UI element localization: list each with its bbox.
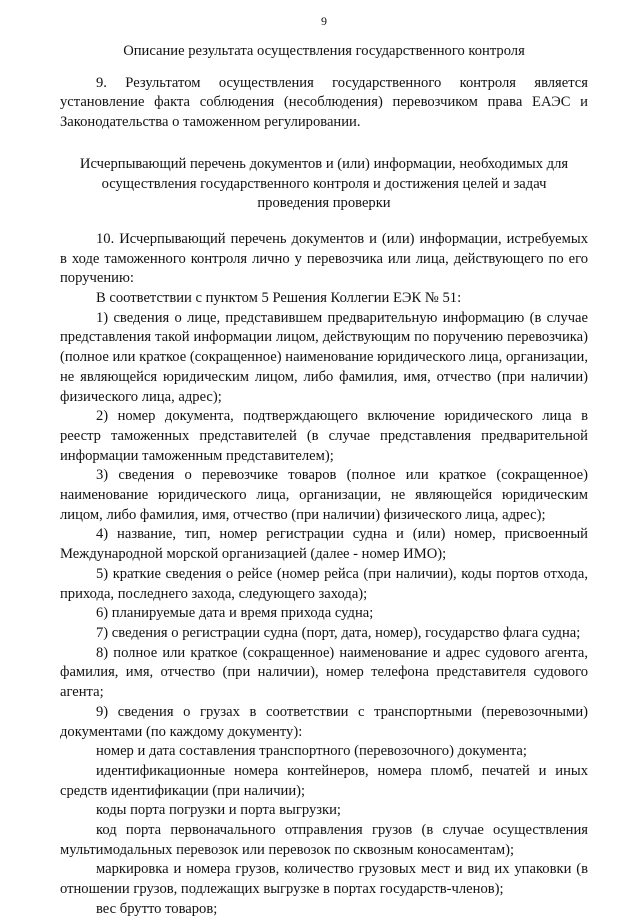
paragraph-10: 10. Исчерпывающий перечень документов и (или) информации, истребуемых в ходе таможенного контроля лично у перевозчика или лица, действующего по его поручению: [60, 230, 588, 287]
list-item: 8) полное или краткое (сокращенное) наименование и адрес судового агента, фамилия, имя, отчество (при наличии), номер телефона представителя судового агента; [60, 644, 588, 701]
list-item: номер и дата составления транспортного (перевозочного) документа; [96, 743, 527, 760]
list-item: 3) сведения о перевозчике товаров (полное или краткое (сокращенное) наименование юридического лица, организации, не являющейся юридическим лицом, либо фамилия, имя, отчество (при наличии) физического лица, адрес); [60, 467, 588, 523]
paragraph-intro: В соответствии с пунктом 5 Решения Коллегии ЕЭК № 51: [96, 290, 462, 307]
list-item: 6) планируемые дата и время прихода судна; [96, 605, 374, 622]
list-item: маркировка и номера грузов, количество грузовых мест и вид их упаковки (в отношении грузов, подлежащих выгрузке в портах государств-членов); [60, 861, 588, 898]
list-item: код порта первоначального отправления грузов (в случае осуществления мультимодальных перевозок или перевозок по сквозным коносаментам); [60, 822, 588, 858]
list-item: 5) краткие сведения о рейсе (номер рейса (при наличии), коды портов отхода, прихода, последнего захода, следующего захода); [60, 565, 588, 602]
list-item: 2) номер документа, подтверждающего включение юридического лица в реестр таможенных представителей (в случае представления предварительной информации таможенным представителем); [60, 408, 588, 464]
page-number: 9 [321, 14, 327, 28]
list-item: идентификационные номера контейнеров, номера пломб, печатей и иных средств идентификации (при наличии); [60, 762, 588, 799]
list-item: 1) сведения о лице, представившем предварительную информацию (в случае представления такой информации лицом, действующим по поручению перевозчика) (полное или краткое (сокращенное) наименование юридического лица, организации, не являющейся юридическим лицом, либо фамилия, имя, отчество (при наличии) физического лица, адрес); [60, 309, 588, 405]
paragraph-9: 9. Результатом осуществления государственного контроля является установление факта соблюдения (несоблюдения) перевозчиком права ЕАЭС и Законодательства о таможенном регулировании. [60, 74, 588, 131]
list-item: 4) название, тип, номер регистрации судна и (или) номер, присвоенный Международной морской организацией (далее - номер ИМО); [60, 526, 588, 563]
list-item: 7) сведения о регистрации судна (порт, дата, номер), государство флага судна; [96, 624, 581, 641]
section-heading-result: Описание результата осуществления государственного контроля [123, 43, 525, 59]
list-item: коды порта погрузки и порта выгрузки; [96, 802, 341, 819]
list-item: 9) сведения о грузах в соответствии с транспортными (перевозочными) документами (по каждому документу): [60, 703, 588, 740]
section-heading-documents: Исчерпывающий перечень документов и (или) информации, необходимых для осуществления государственного контроля и достижения целей и задач проведения проверки [79, 155, 569, 212]
list-item: вес брутто товаров; [96, 900, 218, 917]
document-page [60, 14, 588, 920]
